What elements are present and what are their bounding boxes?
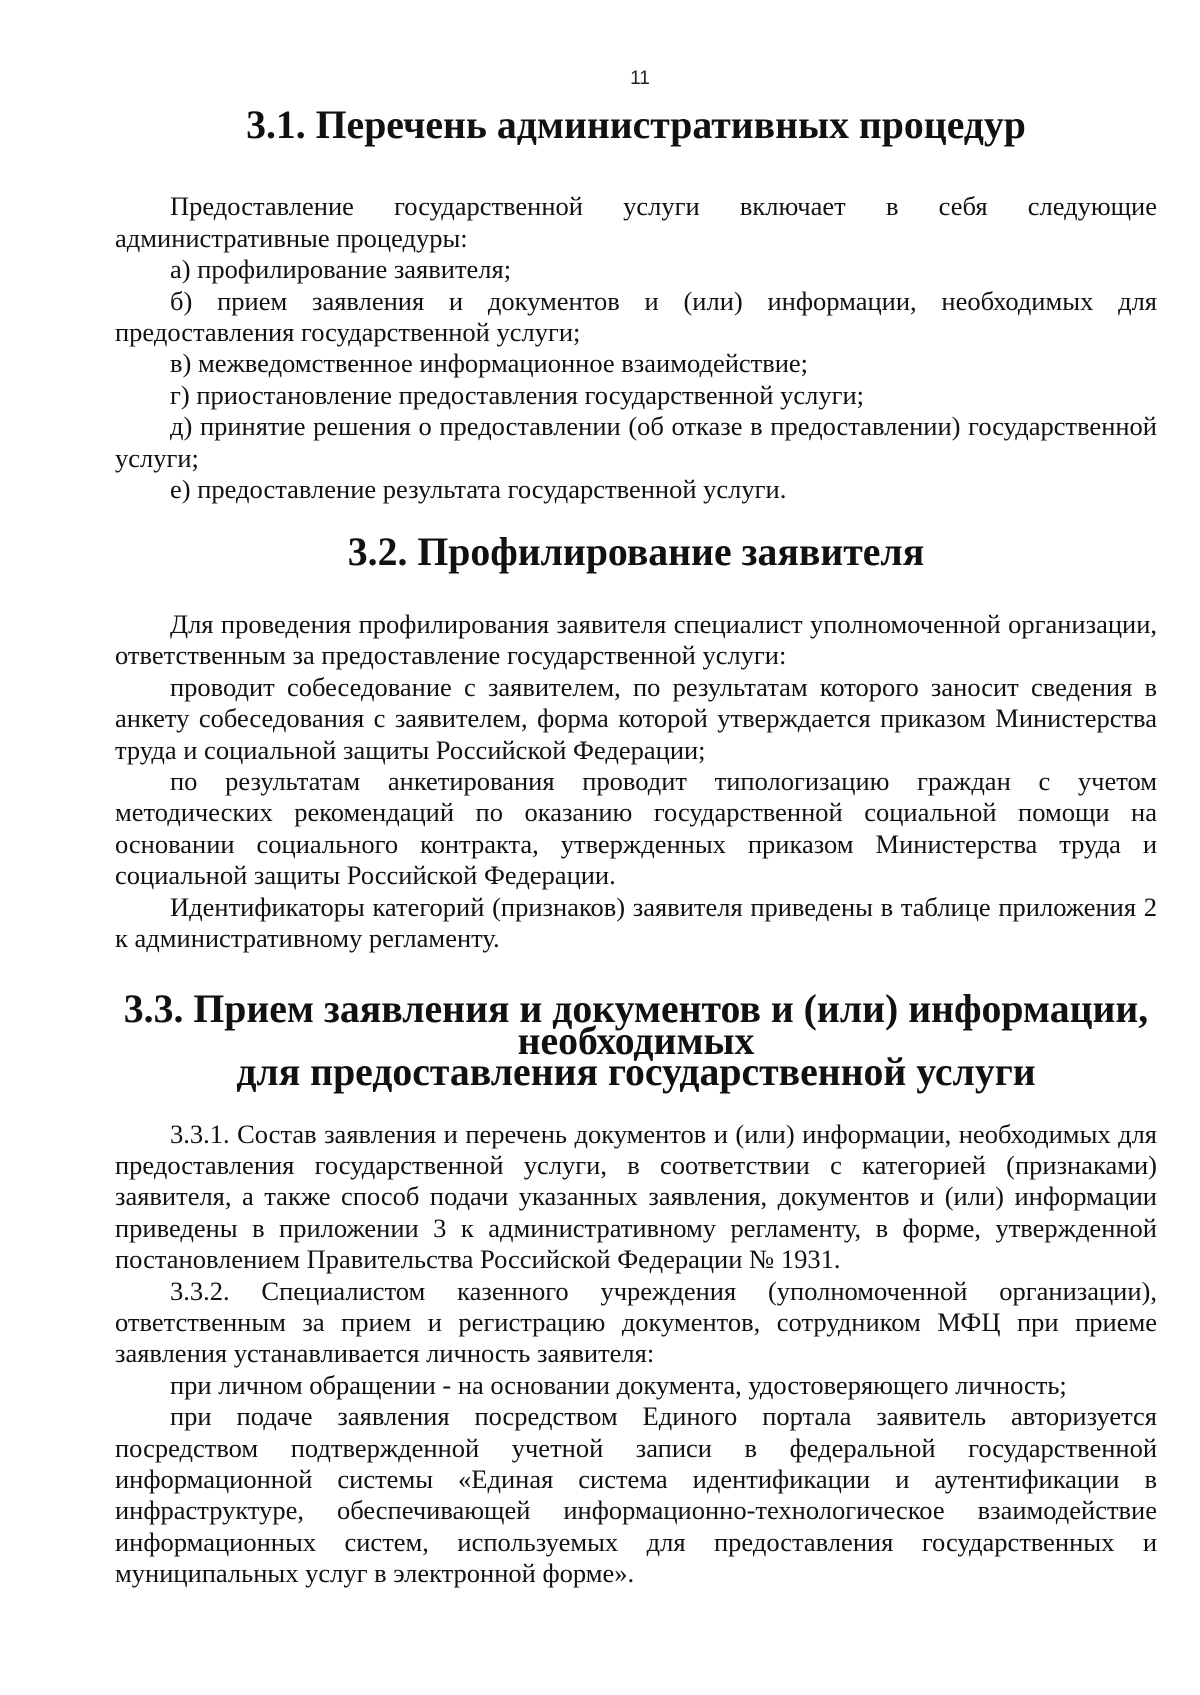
paragraph: Идентификаторы категорий (признаков) заявителя приведены в таблице приложения 2 к административному регламенту. [115, 891, 1157, 953]
page-number: 11 [630, 68, 650, 89]
paragraph: при личном обращении - на основании документа, удостоверяющего личность; [170, 1369, 1067, 1400]
list-item: в) межведомственное информационное взаимодействие; [170, 348, 809, 379]
paragraph: Для проведения профилирования заявителя специалист уполномоченной организации, ответственным за предоставление государственной услуги: [115, 608, 1157, 671]
section-3-2-heading: 3.2. Профилирование заявителя [347, 530, 925, 575]
list-item: а) профилирование заявителя; [170, 254, 512, 285]
paragraph: при подаче заявления посредством Единого портала заявитель авторизуется посредством подтвержденной учетной записи в федеральной государственной информационной системы «Единая система идентификации и аутентификации в инфраструктуре, обеспечивающей информационно-технологическое взаимодействие информационных систем, используемых для предоставления государственных и муниципальных услуг в электронной форме». [115, 1401, 1157, 1589]
paragraph: Предоставление государственной услуги включает в себя следующие административные процедуры: [115, 191, 1157, 253]
paragraph: проводит собеседование с заявителем, по результатам которого заносит сведения в анкету собеседования с заявителем, форма которой утверждается приказом Министерства труда и социальной защиты Российской Федерации; [115, 671, 1157, 765]
section-3-3-heading-line1: 3.3. Прием заявления и документов и (или) информации, необходимых [123, 987, 1149, 1063]
paragraph: 3.3.2. Специалистом казенного учреждения (уполномоченной организации), ответственным за прием и регистрацию документов, сотрудником МФЦ при приеме заявления устанавливается личность заявителя: [115, 1275, 1157, 1369]
document-body [115, 103, 1157, 1590]
section-3-3-heading-line2: для предоставления государственной услуги [236, 1050, 1036, 1095]
list-item: д) принятие решения о предоставлении (об отказе в предоставлении) государственной услуги; [115, 411, 1157, 473]
section-3-3-heading [115, 987, 1157, 1095]
paragraph: по результатам анкетирования проводит типологизацию граждан с учетом методических рекомендаций по оказанию государственной социальной помощи на основании социального контракта, утвержденных приказом Министерства труда и социальной защиты Российской Федерации. [115, 765, 1157, 891]
section-3-1-heading: 3.1. Перечень административных процедур [246, 103, 1026, 147]
list-item: е) предоставление результата государственной услуги. [170, 474, 787, 505]
list-item: г) приостановление предоставления государственной услуги; [170, 379, 864, 410]
list-item: б) прием заявления и документов и (или) информации, необходимых для предоставления государственной услуги; [115, 285, 1157, 348]
paragraph: 3.3.1. Состав заявления и перечень документов и (или) информации, необходимых для предоставления государственной услуги, в соответствии с категорией (признаками) заявителя, а также способ подачи указанных заявления, документов и (или) информации приведены в приложении 3 к административному регламенту, в форме, утвержденной постановлением Правительства Российской Федерации № 1931. [115, 1118, 1157, 1275]
